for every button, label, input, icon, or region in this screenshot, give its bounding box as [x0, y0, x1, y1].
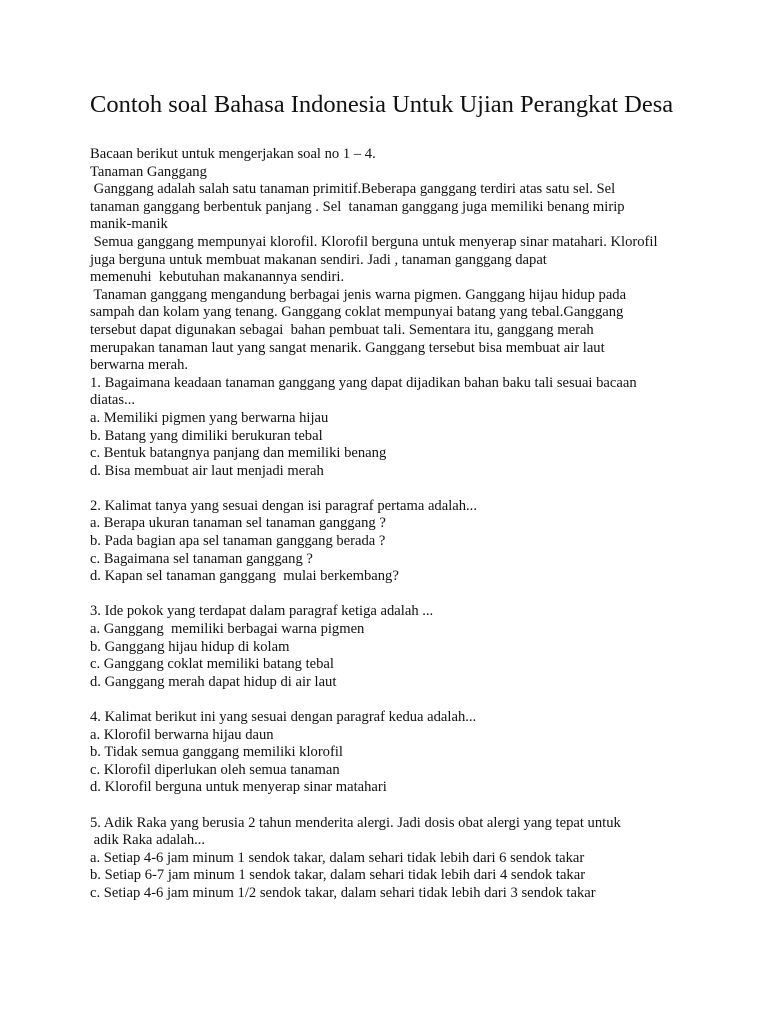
- question-5: [90, 815, 750, 903]
- answer-option: a. Klorofil berwarna hijau daun: [90, 726, 274, 743]
- question-text: diatas...: [90, 392, 135, 409]
- answer-option: c. Setiap 4-6 jam minum 1/2 sendok takar, dalam sehari tidak lebih dari 3 sendok takar: [90, 884, 596, 901]
- passage-line: juga berguna untuk membuat makanan sendiri. Jadi , tanaman ganggang dapat: [90, 251, 547, 268]
- answer-option: c. Klorofil diperlukan oleh semua tanaman: [90, 761, 340, 778]
- answer-option: b. Ganggang hijau hidup di kolam: [90, 638, 290, 655]
- passage-line: sampah dan kolam yang tenang. Ganggang coklat mempunyai batang yang tebal.Ganggang: [90, 304, 624, 321]
- answer-option: c. Bentuk batangnya panjang dan memiliki benang: [90, 445, 387, 462]
- passage-line: merupakan tanaman laut yang sangat menarik. Ganggang tersebut bisa membuat air laut: [90, 339, 605, 356]
- intro-line: Bacaan berikut untuk mengerjakan soal no 1 – 4.: [90, 146, 376, 162]
- answer-option: b. Tidak semua ganggang memiliki klorofil: [90, 744, 343, 761]
- paragraph-spacer: [90, 480, 750, 498]
- answer-option: a. Ganggang memiliki berbagai warna pigmen: [90, 621, 365, 638]
- paragraph-spacer: [90, 691, 750, 709]
- passage-line: tanaman ganggang berbentuk panjang . Sel tanaman ganggang juga memiliki benang mirip: [90, 198, 625, 215]
- question-4: [90, 709, 750, 797]
- answer-option: d. Kapan sel tanaman ganggang mulai berkembang?: [90, 568, 399, 585]
- passage-line: Ganggang adalah salah satu tanaman primitif.Beberapa ganggang terdiri atas satu sel. Sel: [90, 181, 616, 198]
- question-2: [90, 498, 750, 586]
- question-text: 2. Kalimat tanya yang sesuai dengan isi paragraf pertama adalah...: [90, 497, 477, 514]
- passage-heading: Tanaman Ganggang: [90, 163, 207, 180]
- question-1: [90, 375, 750, 481]
- passage-line: tersebut dapat digunakan sebagai bahan pembuat tali. Sementara itu, ganggang merah: [90, 321, 594, 338]
- answer-option: a. Berapa ukuran tanaman sel tanaman ganggang ?: [90, 515, 386, 532]
- question-text: 1. Bagaimana keadaan tanaman ganggang yang dapat dijadikan bahan baku tali sesuai bacaan: [90, 374, 637, 391]
- paragraph-spacer: [90, 797, 750, 815]
- answer-option: d. Ganggang merah dapat hidup di air laut: [90, 673, 337, 690]
- answer-option: a. Memiliki pigmen yang berwarna hijau: [90, 409, 329, 426]
- question-3: [90, 603, 750, 691]
- reading-passage: [90, 146, 750, 375]
- passage-line: Semua ganggang mempunyai klorofil. Klorofil berguna untuk menyerap sinar matahari. Klorofil: [90, 233, 658, 250]
- question-text: 4. Kalimat berikut ini yang sesuai dengan paragraf kedua adalah...: [90, 709, 477, 725]
- answer-option: d. Bisa membuat air laut menjadi merah: [90, 462, 324, 479]
- question-text: 3. Ide pokok yang terdapat dalam paragraf ketiga adalah ...: [90, 603, 434, 620]
- passage-line: memenuhi kebutuhan makanannya sendiri.: [90, 269, 345, 286]
- answer-option: b. Pada bagian apa sel tanaman ganggang berada ?: [90, 533, 386, 550]
- document-title: Contoh soal Bahasa Indonesia Untuk Ujian Perangkat Desa: [90, 91, 674, 118]
- answer-option: d. Klorofil berguna untuk menyerap sinar matahari: [90, 779, 387, 796]
- answer-option: c. Ganggang coklat memiliki batang tebal: [90, 656, 334, 673]
- answer-option: c. Bagaimana sel tanaman ganggang ?: [90, 550, 313, 567]
- answer-option: b. Setiap 6-7 jam minum 1 sendok takar, dalam sehari tidak lebih dari 4 sendok takar: [90, 867, 586, 884]
- passage-line: Tanaman ganggang mengandung berbagai jenis warna pigmen. Ganggang hijau hidup pada: [90, 286, 627, 303]
- answer-option: b. Batang yang dimiliki berukuran tebal: [90, 427, 323, 444]
- question-text: 5. Adik Raka yang berusia 2 tahun menderita alergi. Jadi dosis obat alergi yang tepat untuk: [90, 814, 621, 831]
- answer-option: a. Setiap 4-6 jam minum 1 sendok takar, dalam sehari tidak lebih dari 6 sendok takar: [90, 849, 585, 866]
- document-page: [90, 88, 750, 903]
- passage-line: berwarna merah.: [90, 357, 189, 374]
- paragraph-spacer: [90, 586, 750, 604]
- question-text: adik Raka adalah...: [90, 832, 206, 849]
- passage-line: manik-manik: [90, 216, 168, 233]
